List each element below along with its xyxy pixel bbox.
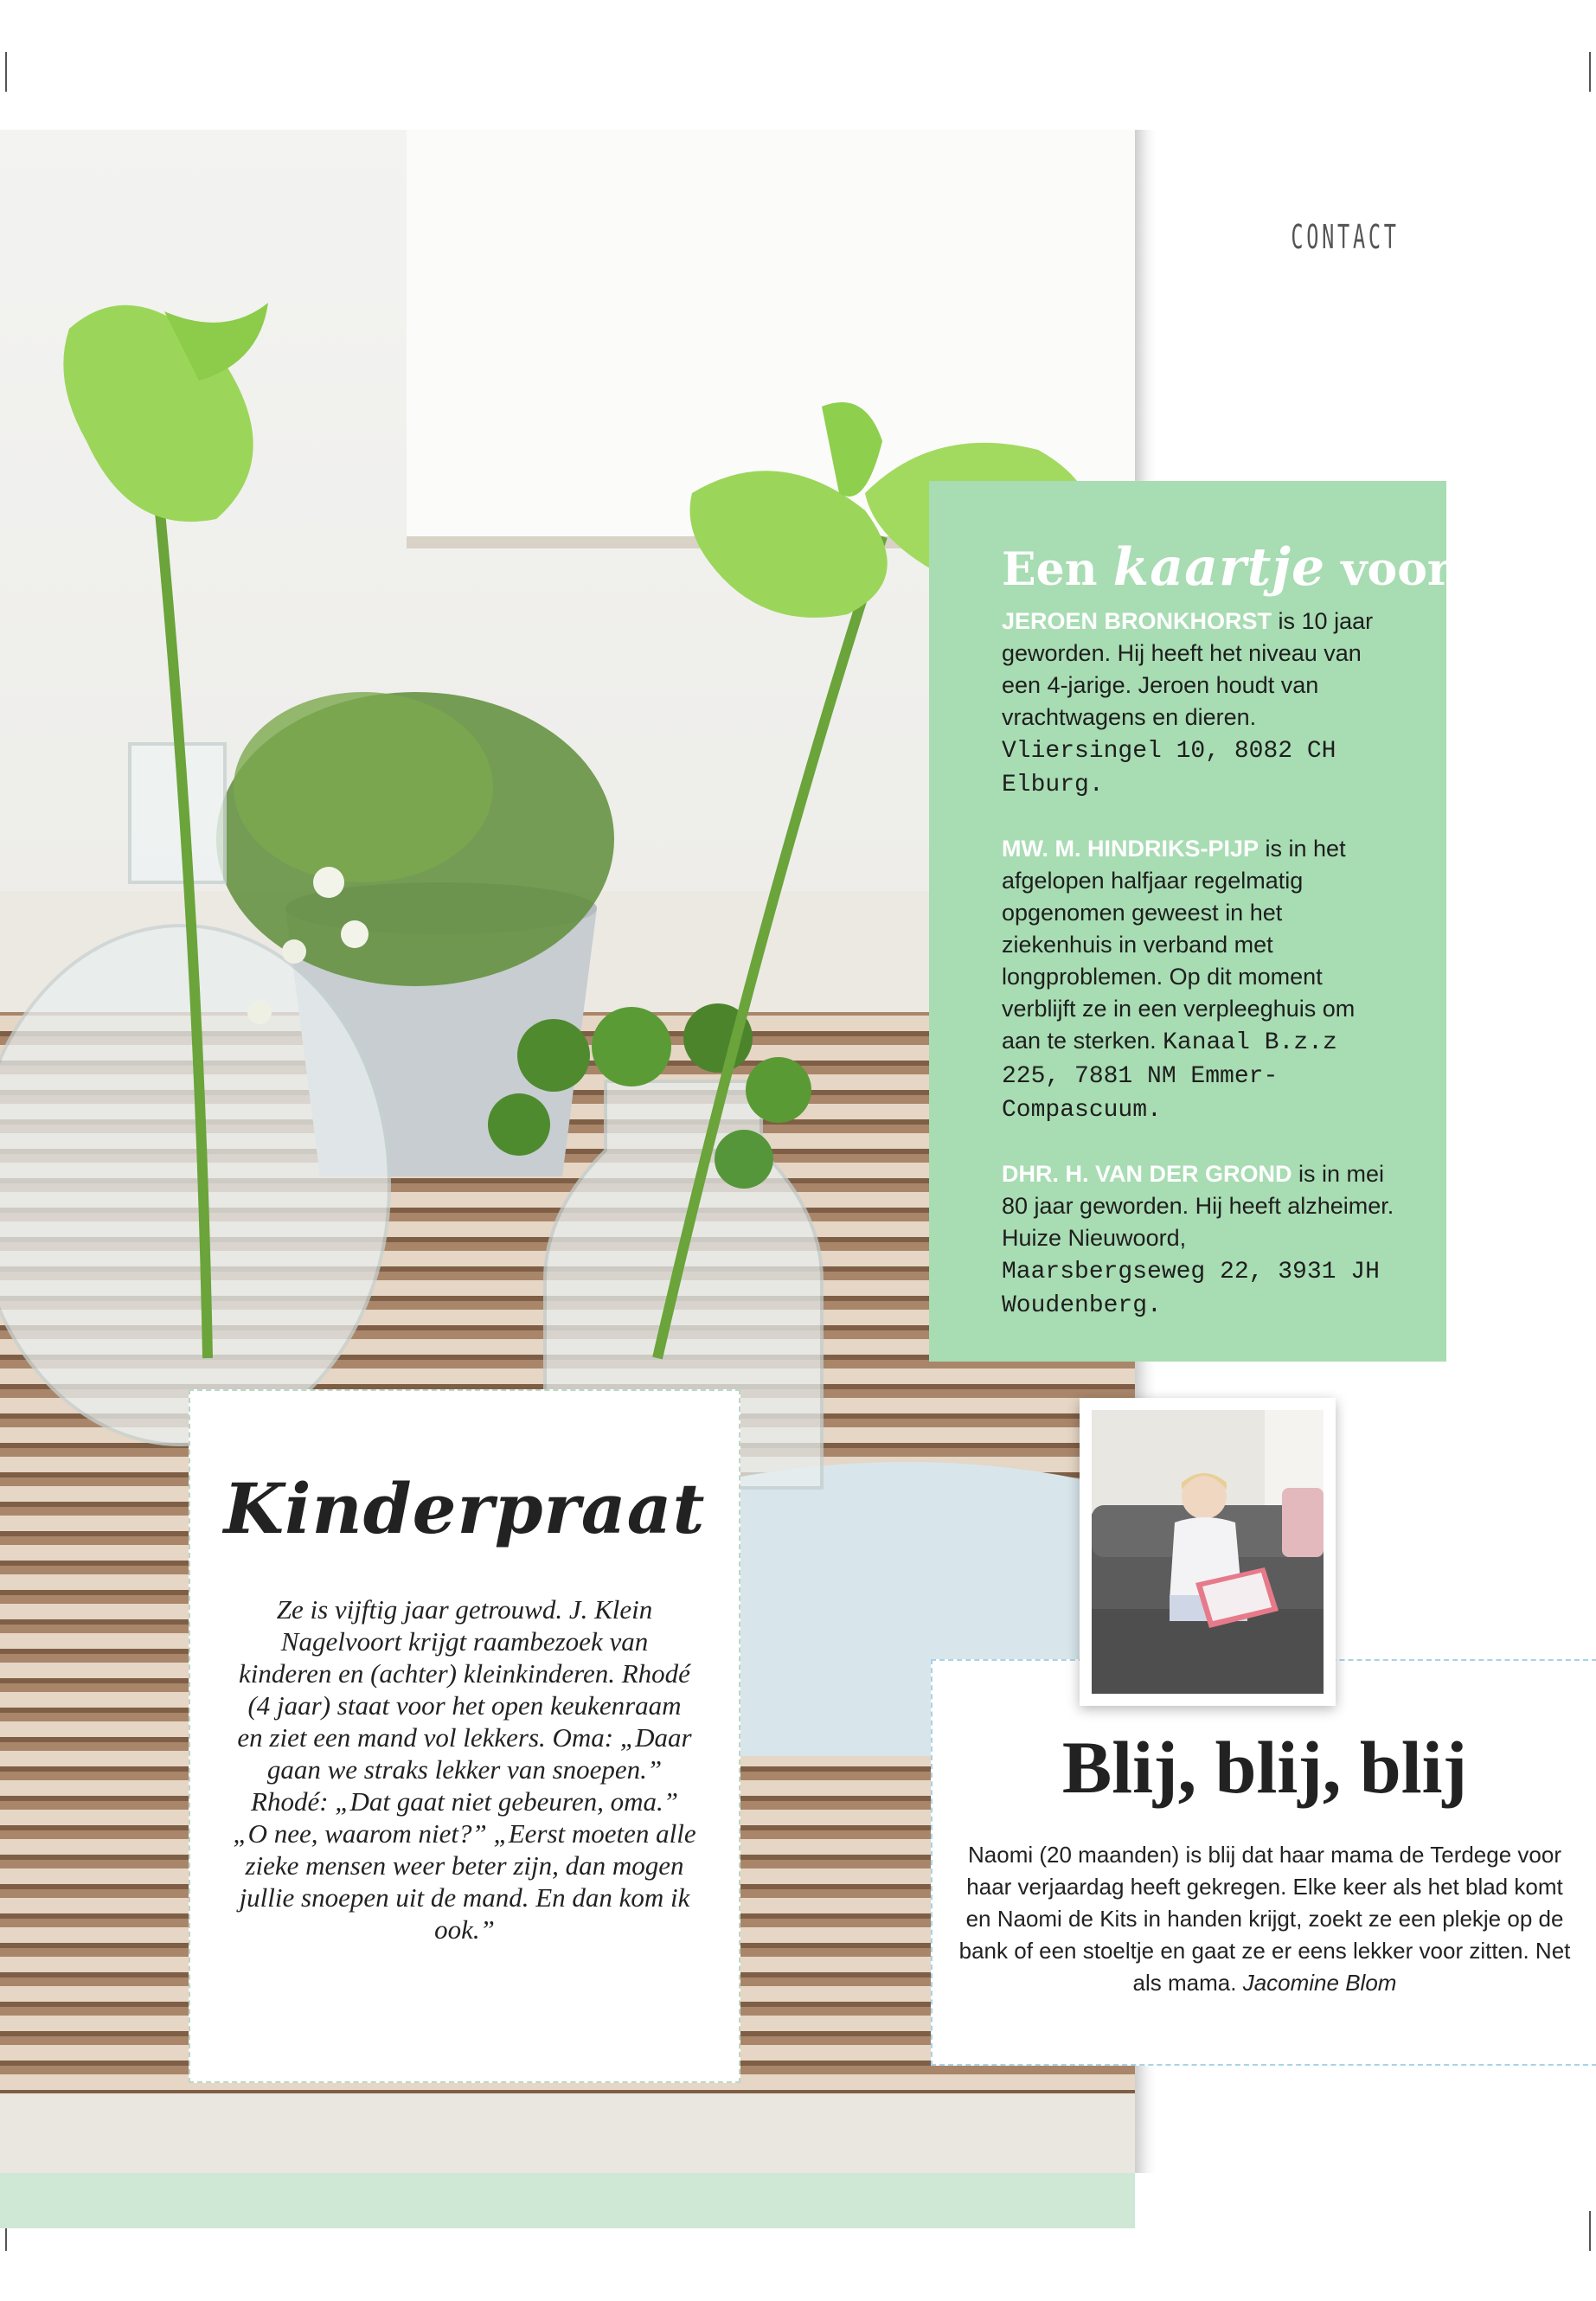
- crop-mark-top-right: [1589, 52, 1591, 92]
- entry-address: Vliersingel 10, 8082 CH Elburg.: [1002, 738, 1336, 798]
- blij-body: Naomi (20 maanden) is blij dat haar mama de Terdege voor haar verjaardag heeft gekregen. Elke keer als het blad komt en Naomi de Kits in handen krijgt, zoekt ze een plekje op de bank of een stoeltje en gaat ze er eens lekker voor zitten. Net als mama.: [958, 1842, 1571, 1996]
- entry-name: JEROEN BRONKHORST: [1002, 608, 1272, 634]
- title-suffix: voor: [1341, 543, 1452, 596]
- kinderpraat-title: Kinderpraat: [223, 1468, 706, 1549]
- entry-name: MW. M. HINDRIKS-PIJP: [1002, 836, 1259, 862]
- kaartje-title: [1002, 537, 1452, 598]
- crop-mark-bottom-right: [1589, 2211, 1591, 2251]
- entry-text: is in het afgelopen halfjaar regelmatig opgenomen geweest in het ziekenhuis in verband met longproblemen. Op dit moment verblijft ze in een verpleeghuis om aan te sterken.: [1002, 836, 1356, 1054]
- blij-author: Jacomine Blom: [1242, 1970, 1397, 1996]
- entry-3: [1002, 1158, 1394, 1322]
- title-script: kaartje: [1112, 537, 1326, 598]
- section-label: CONTACT: [1291, 218, 1400, 256]
- entry-address: Kanaal B.z.z 225, 7881 NM Emmer-Compascuum.: [1002, 1029, 1337, 1124]
- child-photo: [1080, 1398, 1336, 1706]
- blij-text: [955, 1839, 1574, 1999]
- blij-box: [931, 1659, 1596, 2066]
- entry-address: Maarsbergseweg 22, 3931 JH Woudenberg.: [1002, 1259, 1380, 1319]
- kinderpraat-text: Ze is vijftig jaar getrouwd. J. Klein Nagelvoort krijgt raambezoek van kinderen en (achter) kleinkinderen. Rhodé (4 jaar) staat voor het open keukenraam en ziet een mand vol lekkers. Oma: „Daar gaan we straks lekker van snoepen.” Rhodé: „Dat gaat niet gebeuren, oma.” „O nee, waarom niet?” „Eerst moeten alle zieke mensen weer beter zijn, dan mogen jullie snoepen uit de mand. En dan kom ik ook.”: [233, 1594, 696, 1945]
- entry-name: DHR. H. VAN DER GROND: [1002, 1161, 1292, 1187]
- mint-strip: [0, 2173, 1135, 2228]
- entry-text: is in mei 80 jaar geworden. Hij heeft alzheimer. Huize Nieuwoord,: [1002, 1161, 1394, 1251]
- crop-mark-top-left: [5, 52, 7, 92]
- blij-title: Blij, blij, blij: [1061, 1726, 1468, 1809]
- title-prefix: Een: [1002, 543, 1098, 596]
- kinderpraat-box: [189, 1389, 740, 2083]
- entry-1: [1002, 606, 1394, 801]
- entry-text: is 10 jaar geworden. Hij heeft het niveau van een 4-jarige. Jeroen houdt van vrachtwagens en dieren.: [1002, 608, 1374, 730]
- kaartje-box: [929, 481, 1452, 1362]
- entry-2: [1002, 833, 1394, 1126]
